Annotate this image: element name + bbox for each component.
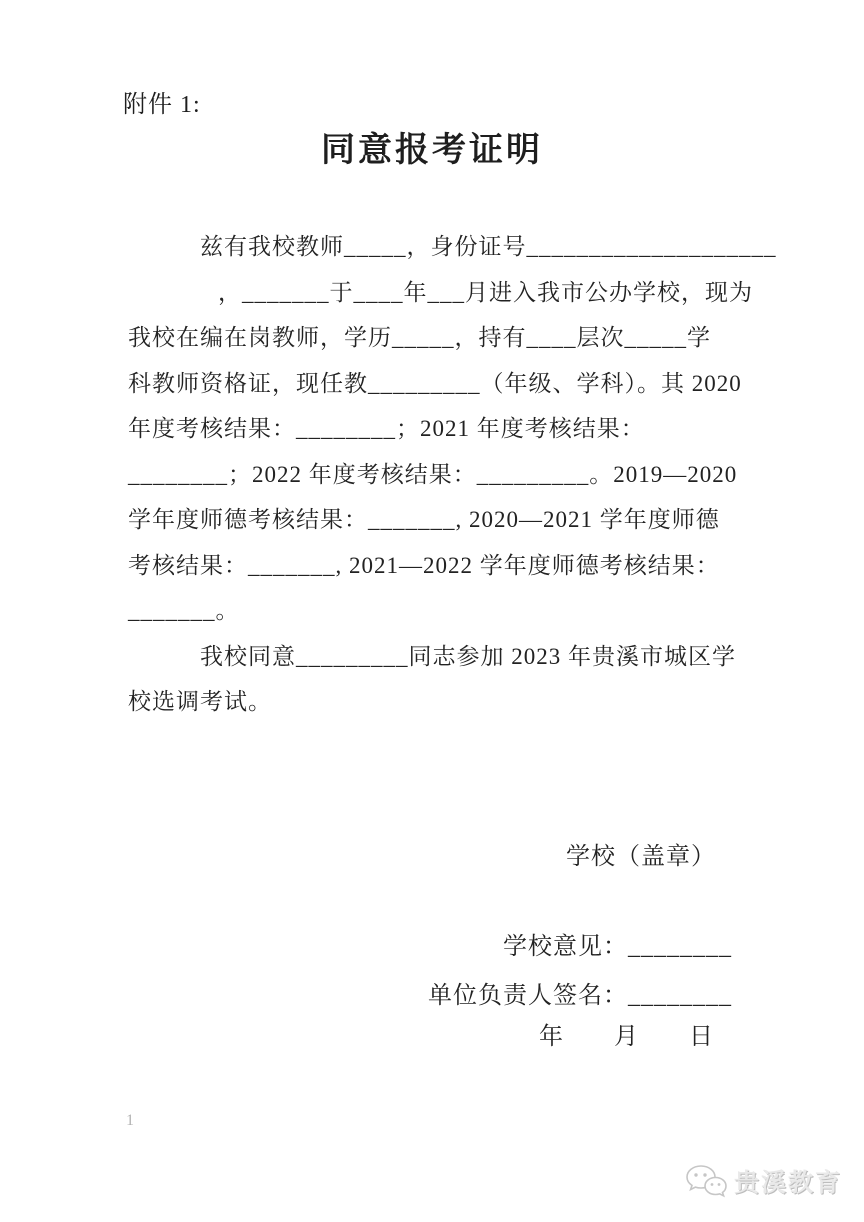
attachment-label: 附件 1: <box>123 92 201 118</box>
body-line: 科教师资格证，现任教_________（年级、学科）。其 2020 <box>128 370 742 396</box>
unit-head-signature-line: 单位负责人签名：________ <box>428 983 732 1009</box>
document-body <box>128 224 777 725</box>
page-number: 1 <box>126 1112 134 1129</box>
school-seal-line: 学校（盖章） <box>566 844 716 870</box>
page-title: 同意报考证明 <box>321 132 543 169</box>
body-line: 我校同意_________同志参加 2023 年贵溪市城区学 <box>200 643 736 669</box>
date-line: 年 月 日 <box>539 1024 714 1050</box>
body-line: 学年度师德考核结果：_______, 2020—2021 学年度师德 <box>128 507 720 532</box>
watermark <box>685 1163 842 1199</box>
body-line: _______。 <box>128 598 240 623</box>
body-line: ________；2022 年度考核结果：_________。2019—2020 <box>128 461 738 487</box>
body-line: 年度考核结果：________；2021 年度考核结果： <box>128 416 645 441</box>
body-line: ，_______于____年___月进入我市公办学校，现为 <box>218 279 753 305</box>
body-line: 我校在编在岗教师，学历_____，持有____层次_____学 <box>128 325 711 350</box>
body-line: 考核结果：_______, 2021—2022 学年度师德考核结果： <box>128 552 720 578</box>
body-line: 兹有我校教师_____，身份证号____________________ <box>200 234 777 259</box>
watermark-text: 贵溪教育 <box>733 1170 842 1197</box>
school-opinion-line: 学校意见：________ <box>503 934 732 960</box>
wechat-icon <box>685 1164 727 1198</box>
body-line: 校选调考试。 <box>128 689 272 714</box>
